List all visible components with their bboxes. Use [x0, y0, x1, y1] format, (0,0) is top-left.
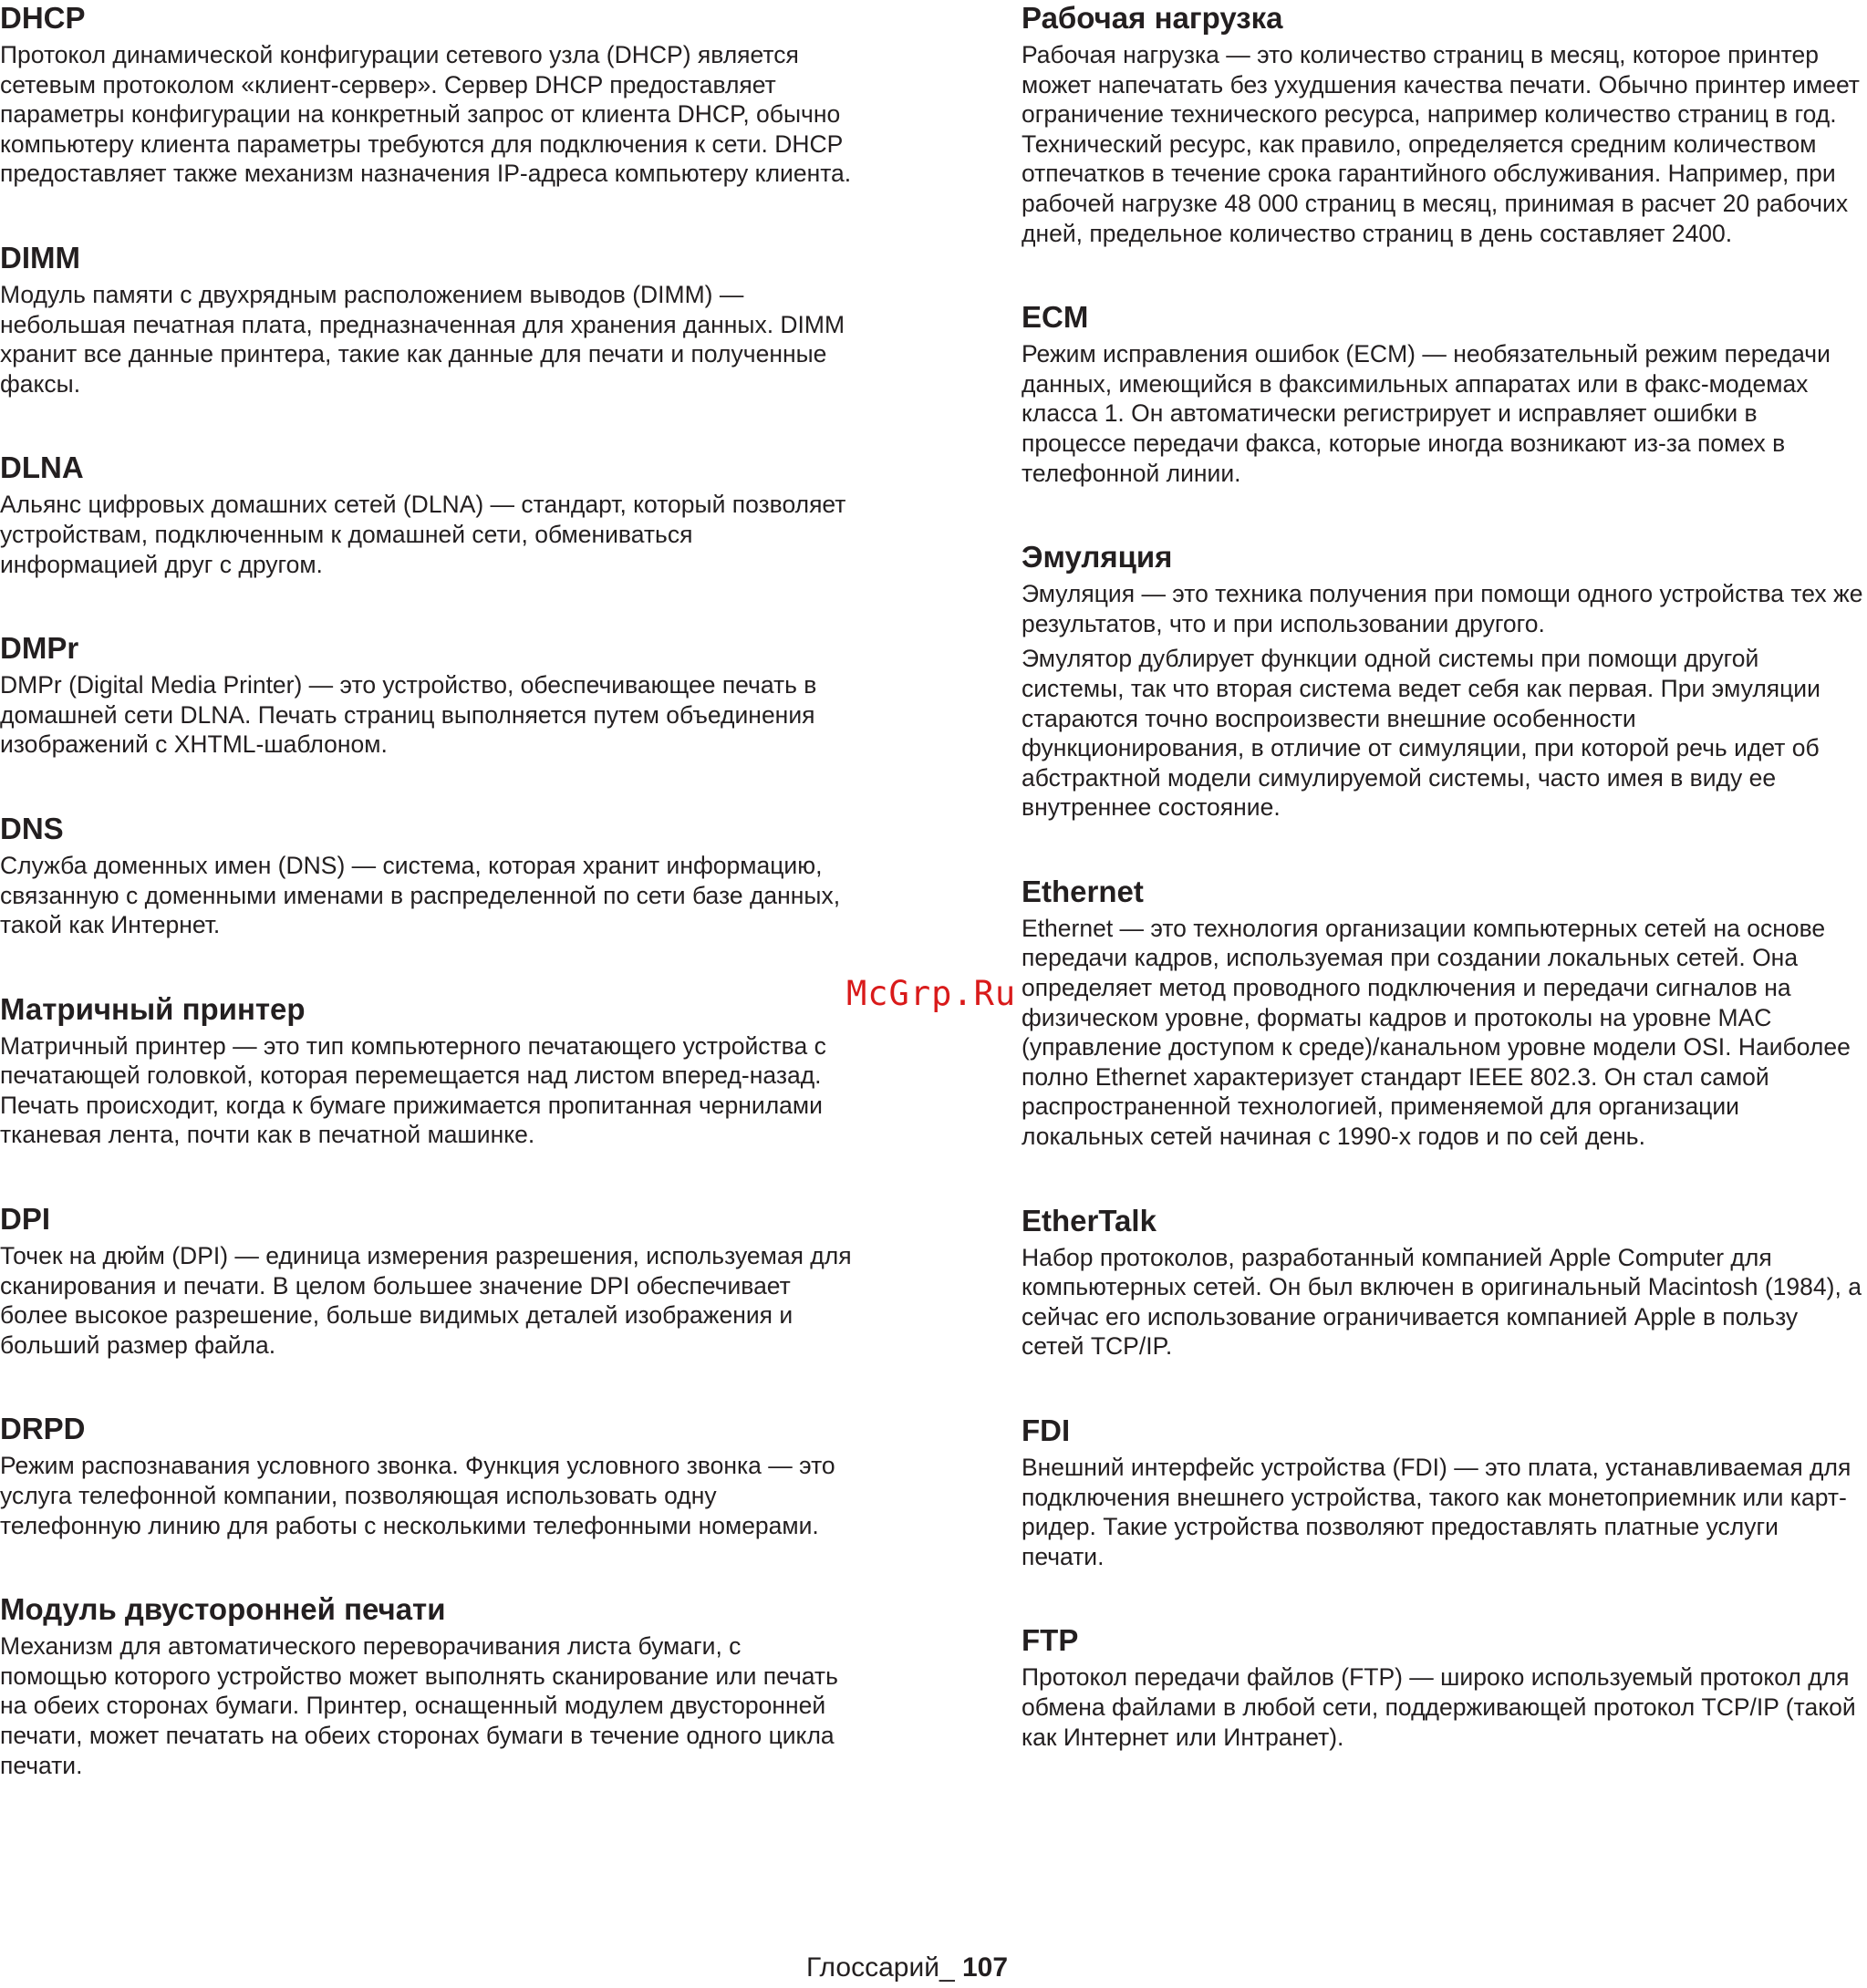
glossary-term: Модуль двусторонней печати: [0, 1592, 446, 1627]
glossary-definition: Матричный принтер — это тип компьютерного печатающего устройства с печатающей головкой, которая перемещается над листом вперед-назад. Печать происходит, когда к бумаге прижимается пропитанная чернилами тканевая лента, почти как в печатной машинке.: [0, 1031, 826, 1149]
glossary-definition: Режим распознавания условного звонка. Функция условного звонка — это услуга телефонной компании, позволяющая использовать одну телефонную линию для работы с несколькими телефонными номерами.: [0, 1452, 835, 1539]
glossary-entry: [1022, 539, 1865, 823]
glossary-term: Эмуляция: [1022, 540, 1173, 575]
glossary-definition: Альянс цифровых домашних сетей (DLNA) — стандарт, который позволяет устройствам, подключенным к домашней сети, обмениваться информацией друг с другом.: [0, 491, 846, 578]
glossary-term: DHCP: [0, 1, 86, 35]
glossary-entry: [0, 1591, 853, 1780]
right-column: [1022, 0, 1865, 1803]
glossary-definition: Протокол передачи файлов (FTP) — широко используемый протокол для обмена файлами в любой сети, поддерживающей протокол TCP/IP (такой как Интернет или Интранет).: [1022, 1663, 1856, 1751]
glossary-term: DNS: [0, 811, 64, 845]
glossary-term: Рабочая нагрузка: [1022, 1, 1283, 35]
footer-section-label: Глоссарий_: [806, 1952, 955, 1983]
glossary-entry: [1022, 1413, 1865, 1571]
glossary-entry: [0, 991, 853, 1150]
page-footer: [806, 1952, 1008, 1984]
glossary-definition: Механизм для автоматического переворачивания листа бумаги, с помощью которого устройство может выполнять сканирование или печать на обеих сторонах бумаги. Принтер, оснащенный модулем двусторонней печати, может печатать на обеих сторонах бумаги в течение одного цикла печати.: [0, 1632, 838, 1779]
glossary-entry: [0, 450, 853, 579]
glossary-definition: Рабочая нагрузка — это количество страниц в месяц, которое принтер может напечатать без ухудшения качества печати. Обычно принтер имеет ограничение технического ресурса, например количество страниц в год. Технический ресурс, как правило, определяется средним количеством отпечатков в течение срока гарантийного обслуживания. Например, при рабочей нагрузке 48 000 страниц в месяц, принимая в расчет 20 рабочих дней, предельное количество страниц в день составляет 2400.: [1022, 41, 1860, 247]
glossary-term: FDI: [1022, 1413, 1071, 1447]
glossary-definition: Точек на дюйм (DPI) — единица измерения разрешения, используемая для сканирования и печати. В целом большее значение DPI обеспечивает более высокое разрешение, больше видимых деталей изображения и больший размер файла.: [0, 1242, 852, 1359]
glossary-entry: [0, 1201, 853, 1360]
glossary-entry: [1022, 874, 1865, 1152]
glossary-definition: Режим исправления ошибок (ECM) — необязательный режим передачи данных, имеющийся в факсимильных аппаратах или в факс-модемах класса 1. Он автоматически регистрирует и исправляет ошибки в процессе передачи факса, которые иногда возникают из-за помех в телефонной линии.: [1022, 340, 1831, 487]
glossary-definition: Модуль памяти с двухрядным расположением выводов (DIMM) — небольшая печатная плата, предназначенная для хранения данных. DIMM хранит все данные принтера, такие как данные для печати и полученные факсы.: [0, 280, 845, 398]
glossary-definition: DMPr (Digital Media Printer) — это устройство, обеспечивающее печать в домашней сети DLNA. Печать страниц выполняется путем объединения изображений с XHTML-шаблоном.: [0, 671, 817, 759]
glossary-term: EtherTalk: [1022, 1203, 1157, 1237]
glossary-entry: [0, 0, 853, 189]
glossary-entry: [1022, 1622, 1865, 1752]
glossary-term: Ethernet: [1022, 874, 1144, 908]
glossary-definition: Внешний интерфейс устройства (FDI) — это плата, устанавливаемая для подключения внешнего устройства, такого как монетоприемник или карт-ридер. Такие устройства позволяют предоставлять платные услуги печати.: [1022, 1454, 1851, 1570]
watermark: McGrp.Ru: [846, 974, 1017, 1013]
glossary-definition: Протокол динамической конфигурации сетевого узла (DHCP) является сетевым протоколом «клиент-сервер». Сервер DHCP предоставляет параметры конфигурации на конкретный запрос от клиента DHCP, обычно компьютеру клиента параметры требуются для подключения к сети. DHCP предоставляет также механизм назначения IP-адреса компьютеру клиента.: [0, 41, 852, 188]
glossary-definition: Эмуляция — это техника получения при помощи одного устройства тех же результатов, что и при использовании другого.: [1022, 580, 1863, 637]
glossary-entry: [0, 240, 853, 399]
glossary-term: DMPr: [0, 631, 79, 666]
glossary-definition: Служба доменных имен (DNS) — система, которая хранит информацию, связанную с доменными именами в распределенной по сети базе данных, такой как Интернет.: [0, 851, 841, 939]
glossary-definition: Эмулятор дублирует функции одной системы при помощи другой системы, так что вторая система ведет себя как первая. При эмуляции стараются точно воспроизвести внешние особенности функционирования, в отличие от симуляции, при которой речь идет об абстрактной модели симулируемой системы, часто имея в виду ее внутреннее состояние.: [1022, 645, 1820, 822]
glossary-term: DPI: [0, 1202, 51, 1237]
page-number: 107: [962, 1952, 1009, 1983]
glossary-entry: [1022, 0, 1865, 248]
glossary-definition: Ethernet — это технология организации компьютерных сетей на основе передачи кадров, используемая при создании локальных сетей. Она определяет метод проводного подключения и передачи сигналов на физическом уровне, форматы кадров и протоколы на уровне MAC (управление доступом к среде)/канальном уровне модели OSI. Наиболее полно Ethernet характеризует стандарт IEEE 802.3. Он стал самой распространенной технологией, применяемой для организации локальных сетей начиная с 1990-х годов и по сей день.: [1022, 914, 1851, 1151]
glossary-entry: [1022, 1203, 1865, 1362]
glossary-entry: [1022, 299, 1865, 488]
glossary-entry: [0, 1411, 853, 1540]
glossary-term: FTP: [1022, 1623, 1079, 1658]
glossary-definition: Набор протоколов, разработанный компанией Apple Computer для компьютерных сетей. Он был включен в оригинальный Macintosh (1984), а сейчас его использование ограничивается компанией Apple в пользу сетей TCP/IP.: [1022, 1243, 1862, 1361]
glossary-term: DLNA: [0, 450, 84, 485]
glossary-term: Матричный принтер: [0, 991, 306, 1026]
glossary-term: ECM: [1022, 300, 1089, 335]
glossary-term: DIMM: [0, 240, 80, 274]
glossary-entry: [0, 811, 853, 940]
glossary-term: DRPD: [0, 1412, 86, 1446]
left-column: [0, 0, 853, 1831]
glossary-entry: [0, 630, 853, 760]
